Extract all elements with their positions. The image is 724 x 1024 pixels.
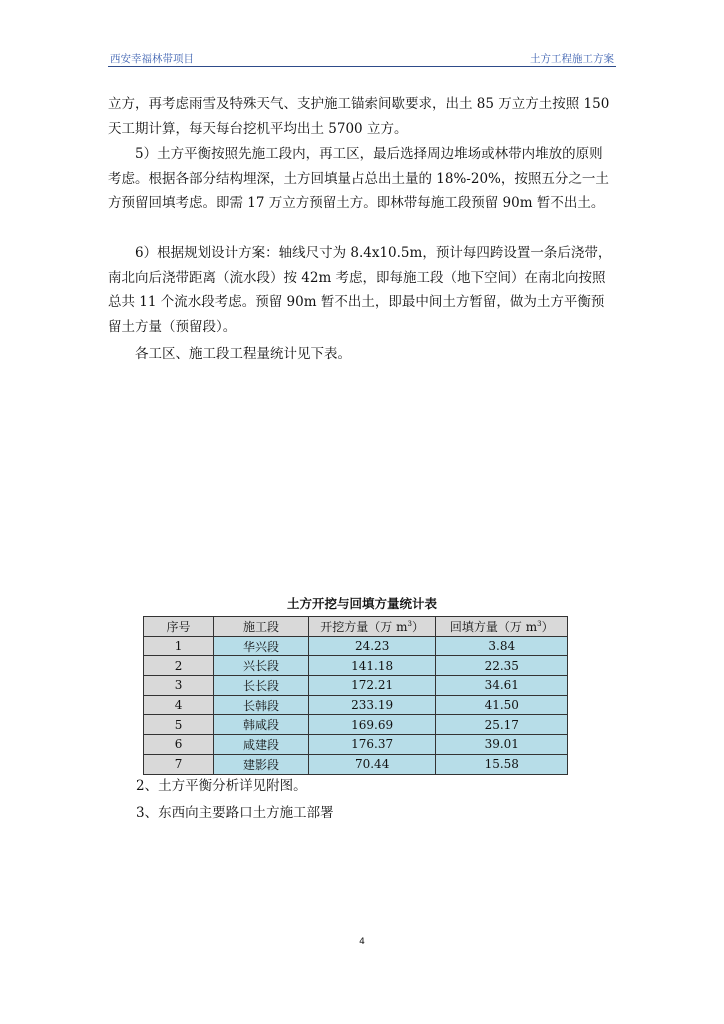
earthwork-table [143,616,568,775]
table-row [144,636,568,656]
paragraph-2: 5）土方平衡按照先施工段内，再工区，最后选择周边堆场或林带内堆放的原则考虑。根据各部分结构埋深，土方回填量占总出土量的 18%-20%，按照五分之一土方预留回填考虑。即需 17 万立方预留土方。即林带每施工段预留 90m 暂不出土。 [108,146,609,212]
table-row [144,754,568,774]
header-excavation [308,617,436,637]
cell-excavation: 172.21 [308,676,436,696]
table-row [144,676,568,696]
cell-backfill: 22.35 [436,656,568,676]
note-balance-analysis: 2、土方平衡分析详见附图。 [136,778,307,794]
cell-excavation: 70.44 [308,754,436,774]
cell-excavation: 176.37 [308,735,436,755]
header-backfill [436,617,568,637]
cell-backfill: 25.17 [436,715,568,735]
table-row [144,735,568,755]
cell-section: 咸建段 [214,735,309,755]
header-excavation-unit-sup: 3 [407,619,412,628]
paragraph-4: 各工区、施工段工程量统计见下表。 [135,346,351,362]
paragraph-1: 立方，再考虑雨雪及特殊天气、支护施工锚索间歇要求，出土 85 万立方土按照 150 天工期计算，每天每台挖机平均出土 5700 立方。 [108,96,610,137]
paragraph-3: 6）根据规划设计方案：轴线尺寸为 8.4x10.5m，预计每四跨设置一条后浇带，南北向后浇带距离（流水段）按 42m 考虑，即每施工段（地下空间）在南北向按照总共 11 个流水段考虑。预留 90m 暂不出土，即最中间土方暂留，做为土方平衡预留土方量（预留段）。 [108,245,612,335]
cell-section: 华兴段 [214,636,309,656]
cell-section: 长韩段 [214,695,309,715]
table-row [144,656,568,676]
cell-no: 1 [144,636,214,656]
table-header-row [144,617,568,637]
cell-section: 长长段 [214,676,309,696]
header-document-title: 土方工程施工方案 [530,53,614,65]
cell-excavation: 233.19 [308,695,436,715]
cell-no: 6 [144,735,214,755]
cell-backfill: 39.01 [436,735,568,755]
cell-no: 4 [144,695,214,715]
table-title: 土方开挖与回填方量统计表 [286,596,437,611]
cell-backfill: 41.50 [436,695,568,715]
header-backfill-unit-sup: 3 [537,619,542,628]
header-no: 序号 [144,617,214,637]
section-heading-intersections: 3、东西向主要路口土方施工部署 [136,805,334,821]
header-project-name: 西安幸福林带项目 [110,53,194,65]
header-section: 施工段 [214,617,309,637]
cell-excavation: 24.23 [308,636,436,656]
cell-excavation: 169.69 [308,715,436,735]
cell-no: 2 [144,656,214,676]
cell-backfill: 3.84 [436,636,568,656]
cell-section: 建影段 [214,754,309,774]
cell-backfill: 15.58 [436,754,568,774]
cell-excavation: 141.18 [308,656,436,676]
header-backfill-label: 回填方量（万 m [449,619,538,634]
page-header [108,50,616,67]
table-row [144,715,568,735]
cell-no: 7 [144,754,214,774]
header-excavation-close: ） [411,619,424,634]
cell-no: 5 [144,715,214,735]
cell-section: 兴长段 [214,656,309,676]
header-excavation-label: 开挖方量（万 m [320,619,408,634]
cell-no: 3 [144,676,214,696]
table-row [144,695,568,715]
cell-section: 韩咸段 [214,715,309,735]
page-number: 4 [359,937,365,947]
cell-backfill: 34.61 [436,676,568,696]
header-backfill-close: ） [541,619,554,634]
